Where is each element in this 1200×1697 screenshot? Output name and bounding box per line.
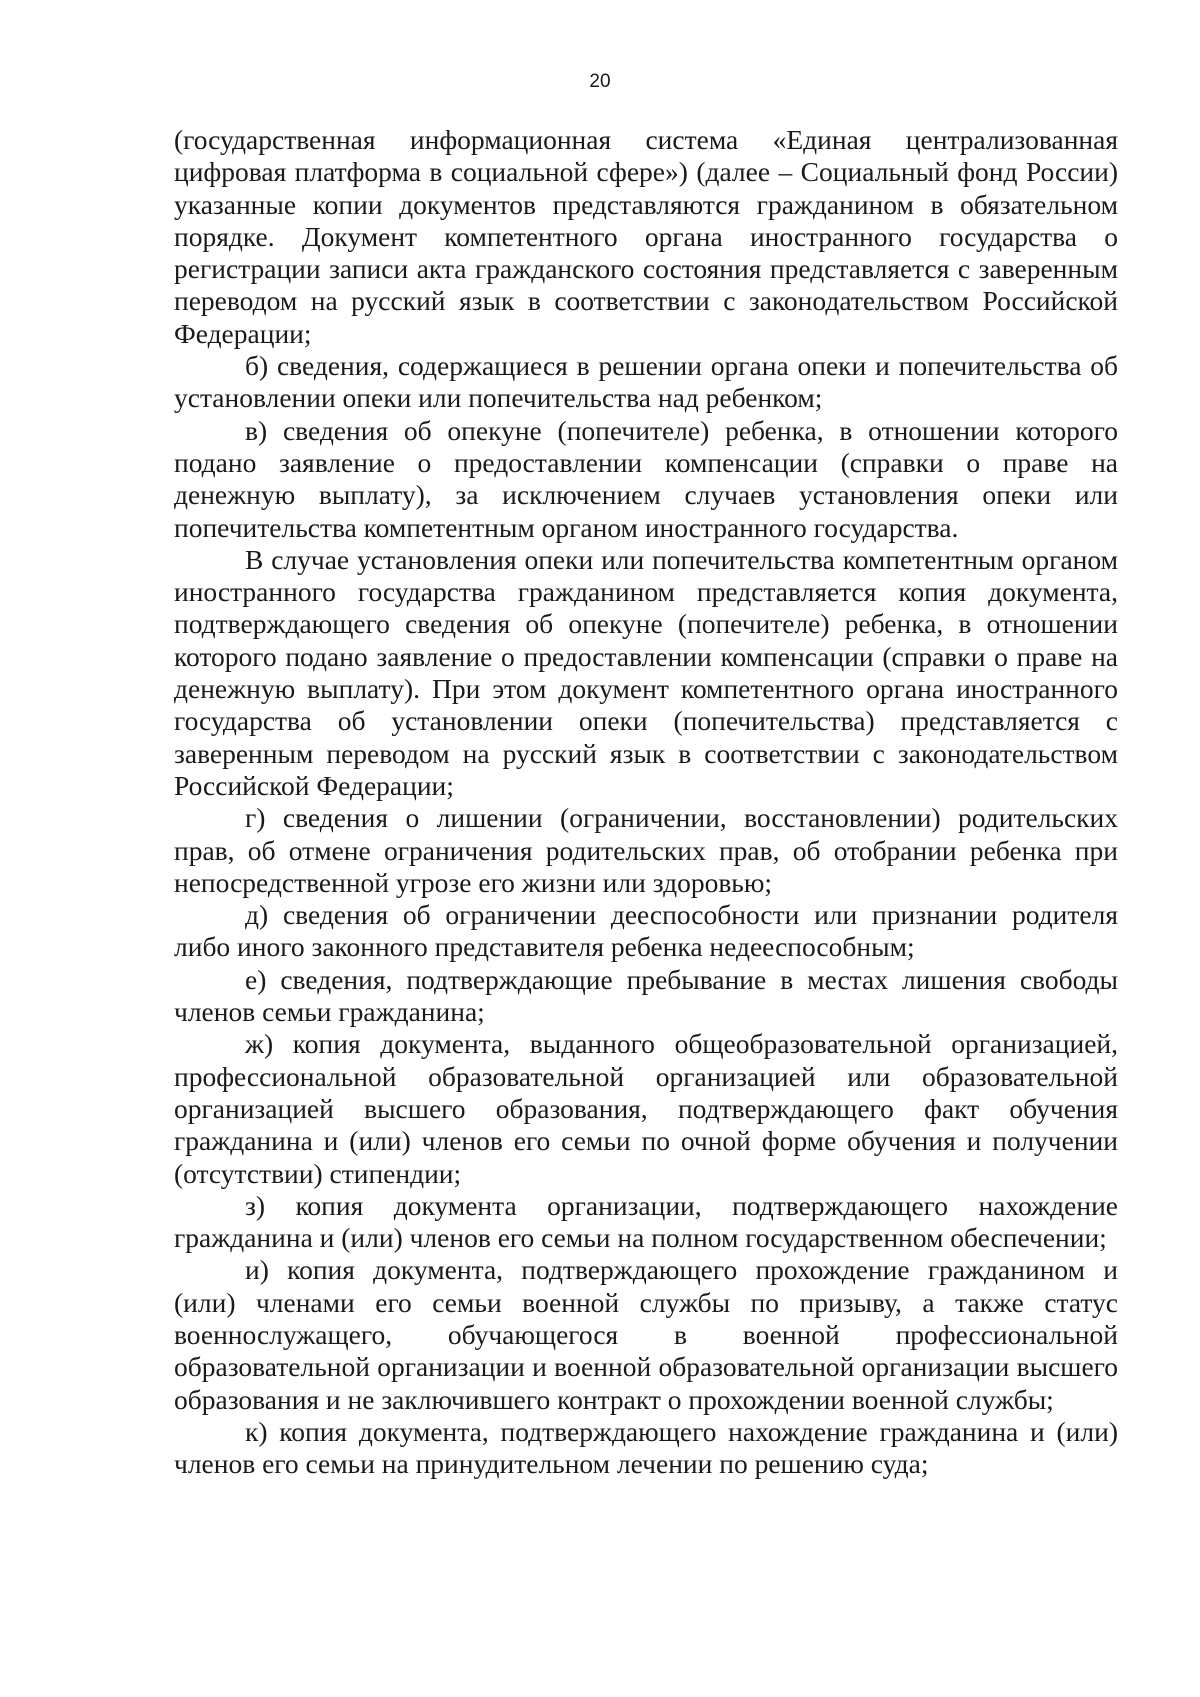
paragraph-item-v: в) сведения об опекуне (попечителе) ребенка, в отношении которого подано заявление о предоставлении компенсации (справки о праве на денежную выплату), за исключением случаев установления опеки или попечительства компетентным органом иностранного государства. <box>174 414 1118 543</box>
page-number: 20 <box>589 71 611 92</box>
paragraph-foreign-guardianship: В случае установления опеки или попечительства компетентным органом иностранного государства гражданином представляется копия документа, подтверждающего сведения об опекуне (попечителе) ребенка, в отношении которого подано заявление о предоставлении компенсации (справки о праве на денежную выплату). При этом документ компетентного органа иностранного государства об установлении опеки (попечительства) представляется с заверенным переводом на русский язык в соответствии с законодательством Российской Федерации; <box>174 543 1118 801</box>
paragraph-item-d: д) сведения об ограничении дееспособности или признании родителя либо иного законного представителя ребенка недееспособным; <box>174 899 1118 963</box>
document-body <box>174 124 1118 1480</box>
paragraph-item-i: и) копия документа, подтверждающего прохождение гражданином и (или) членами его семьи военной службы по призыву, а также статус военнослужащего, обучающегося в военной профессиональной образовательной организации и военной образовательной организации высшего образования и не заключившего контракт о прохождении военной службы; <box>174 1254 1118 1415</box>
paragraph-item-g: г) сведения о лишении (ограничении, восстановлении) родительских прав, об отмене ограничения родительских прав, об отобрании ребенка при непосредственной угрозе его жизни или здоровью; <box>174 802 1118 898</box>
paragraph-item-zh: ж) копия документа, выданного общеобразовательной организацией, профессиональной образовательной организацией или образовательной организацией высшего образования, подтверждающего факт обучения гражданина и (или) членов его семьи по очной форме обучения и получении (отсутствии) стипендии; <box>174 1028 1118 1189</box>
paragraph-item-b: б) сведения, содержащиеся в решении органа опеки и попечительства об установлении опеки или попечительства над ребенком; <box>174 350 1118 414</box>
paragraph-item-k: к) копия документа, подтверждающего нахождение гражданина и (или) членов его семьи на принудительном лечении по решению суда; <box>174 1415 1118 1480</box>
paragraph-item-z: з) копия документа организации, подтверждающего нахождение гражданина и (или) членов его семьи на полном государственном обеспечении; <box>174 1189 1118 1254</box>
paragraph-item-e: е) сведения, подтверждающие пребывание в местах лишения свободы членов семьи гражданина; <box>174 963 1118 1028</box>
paragraph-continuation: (государственная информационная система «Единая централизованная цифровая платформа в социальной сфере») (далее – Социальный фонд России) указанные копии документов представляются гражданином в обязательном порядке. Документ компетентного органа иностранного государства о регистрации записи акта гражданского состояния представляется с заверенным переводом на русский язык в соответствии с законодательством Российской Федерации; <box>174 124 1118 349</box>
